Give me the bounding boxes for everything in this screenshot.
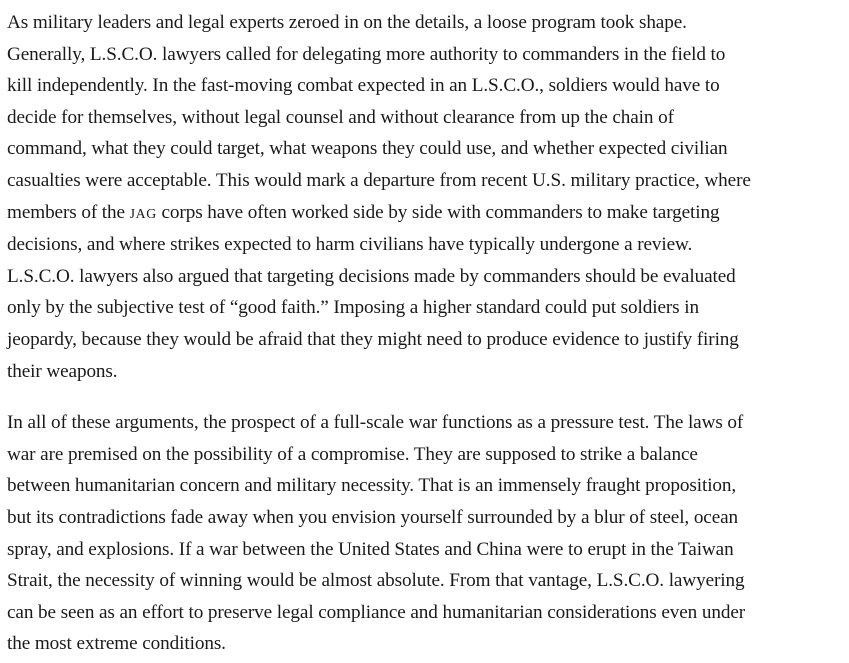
paragraph-line: command, what they could target, what weapons they could use, and whether expected civilian bbox=[7, 138, 728, 160]
paragraph-1 bbox=[7, 7, 849, 387]
paragraph-line: war are premised on the possibility of a compromise. They are supposed to strike a balance bbox=[7, 443, 698, 465]
paragraph-line: Strait, the necessity of winning would be almost absolute. From that vantage, L.S.C.O. lawyering bbox=[7, 570, 745, 592]
jag-abbreviation: JAG bbox=[129, 205, 157, 221]
paragraph-line bbox=[7, 197, 849, 230]
paragraph-line: only by the subjective test of “good faith.” Imposing a higher standard could put soldiers in bbox=[7, 297, 699, 319]
paragraph-line: As military leaders and legal experts zeroed in on the details, a loose program took shape. bbox=[7, 12, 687, 33]
paragraph-line: decisions, and where strikes expected to harm civilians have typically undergone a review. bbox=[7, 234, 693, 256]
paragraph-line: decide for themselves, without legal counsel and without clearance from up the chain of bbox=[7, 106, 674, 128]
paragraph-line: Generally, L.S.C.O. lawyers called for delegating more authority to commanders in the field to bbox=[7, 43, 726, 65]
paragraph-line: jeopardy, because they would be afraid that they might need to produce evidence to justify firing bbox=[7, 328, 739, 350]
line-segment: corps have often worked side by side with commanders to make targeting bbox=[161, 201, 720, 223]
paragraph-line: can be seen as an effort to preserve legal compliance and humanitarian considerations even under bbox=[7, 601, 746, 623]
paragraph-line: spray, and explosions. If a war between the United States and China were to erupt in the Taiwan bbox=[7, 538, 734, 560]
line-segment: members of the bbox=[7, 201, 125, 223]
paragraph-line: In all of these arguments, the prospect of a full-scale war functions as a pressure test. The laws of bbox=[7, 412, 744, 434]
paragraph-line: the most extreme conditions. bbox=[7, 633, 226, 655]
paragraph-2 bbox=[7, 407, 849, 660]
paragraph-line: kill independently. In the fast-moving combat expected in an L.S.C.O., soldiers would have to bbox=[7, 75, 720, 97]
paragraph-line: casualties were acceptable. This would mark a departure from recent U.S. military practice, where bbox=[7, 169, 751, 191]
paragraph-line: between humanitarian concern and military necessity. That is an immensely fraught proposition, bbox=[7, 475, 737, 497]
paragraph-line: but its contradictions fade away when you envision yourself surrounded by a blur of steel, ocean bbox=[7, 506, 739, 528]
paragraph-line: their weapons. bbox=[7, 360, 118, 382]
paragraph-line: L.S.C.O. lawyers also argued that targeting decisions made by commanders should be evaluated bbox=[7, 265, 736, 287]
